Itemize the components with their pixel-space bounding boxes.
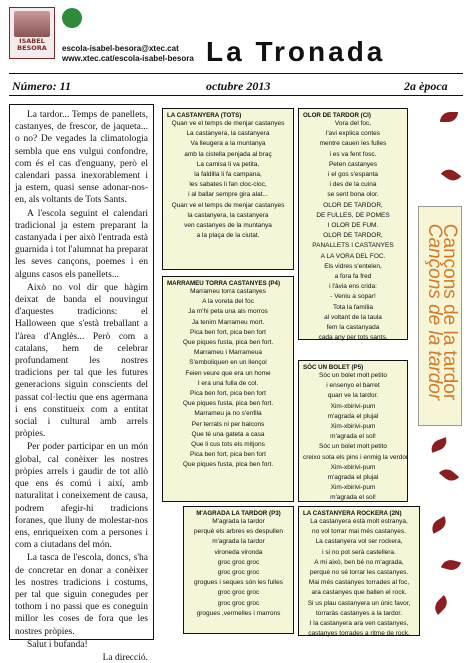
poem-olor [298,108,408,340]
poem-line: la castanyera, la castanyera [187,211,269,219]
poem-title: M'AGRADA LA TARDOR (P3) [196,510,281,517]
poem-line: PANALLETS I CASTANYES [312,242,394,250]
poem-line: creixo sota els pins i enmig la verdor [303,453,409,461]
poem-line: i ensenyo el barret [326,382,380,390]
editorial-article [9,104,154,663]
poem-line: castanyes torrades a ritme de rock. [308,630,410,638]
leaf-icon [439,465,459,484]
poem-bolet [298,360,408,502]
poem-line: A LA VORA DEL FOC. [320,252,386,260]
school-logo [9,7,55,59]
issue-number: Número: 11 [12,79,72,93]
poem-line: Xim-xbirivi-pum [330,423,376,431]
poem-line: DE FULLES, DE POMES [316,211,390,219]
poem-line: groc groc groc [217,558,260,566]
poem-line: groc groc groc [217,589,260,597]
poem-line: cada any per tots sants. [318,334,388,342]
poem-title: OLOR DE TARDOR (CI) [303,112,371,119]
poem-line: Marrameu ja no s'enfila [194,410,262,418]
poem-line: groc groc groc [217,569,260,577]
poem-title: LA CASTANYERA (TOTS) [167,112,242,119]
poem-line: Xim-xbirivi-pum [330,463,376,471]
poem-line: grogues ,vermelles i marrons [196,609,281,617]
poem-line: m'agrada el plujal [327,474,379,482]
poem-line: Que piques fusta, pica ben fort. [182,400,274,408]
poem-line: Els vidres s'entelen, [324,262,382,270]
poem-title: SÓC UN BOLET (P5) [303,364,364,371]
poem-line: Quan ve el temps de menjar castanyes [171,201,285,209]
poem-line: vironeda vironda [214,548,263,556]
poem-line: ven castanyes de la muntanya [184,222,272,230]
leaf-icon [429,516,450,534]
poem-line: Sóc un bolet molt petito [319,443,387,451]
poem-line: Pica ben fort, pica ben fort [190,451,266,459]
article-signature: La direcció. [102,652,148,663]
poem-line: Ja m'hi peta una als morros [188,308,268,316]
leaf-icon [440,112,458,122]
poem-title: LA CASTANYERA ROCKERA (2N) [303,510,402,517]
poem-line: Marrameu i Marrameua [194,349,262,357]
poem-line: I OLOR DE FUM. [327,222,379,230]
poem-line: les sabates li fan cloc-cloc, [189,181,267,189]
poem-line: I la castanyera ara ven castanyes, [309,620,409,628]
poem-line: m'agrada el sol! [330,494,376,502]
poem-line: i des de la cuina [329,181,377,189]
article-paragraph: Això no vol dir que hàgim deixat de banda el nouvingut d'aquestes tradicions: el Halloween que s'està treballant a l'àrea d'Anglès... Però com a catalans, hem de celebrar profundament les nostres tradicions per tal que les futures generacions siguin conscients del passat col·lectiu que ens agermana i ens constitueix com a entitat social i cultural amb arrels pròpies. [15,282,148,440]
poem-line: amb la cistella penjada al braç [184,150,272,158]
poem-line: Pica ben fort, pica ben fort [190,390,266,398]
poem-line: La camisa li va petita, [196,160,260,168]
header-divider [9,73,463,74]
poem-line: al voltant de la taula [324,313,382,321]
poem-line: Si us plau castanyera un únic favor, [307,599,411,607]
poem-line: Tota la família [332,303,374,311]
email-link[interactable]: escola-isabel-besora@xtec.cat [62,44,179,53]
poem-line: La castanyera vol ser rockera, [315,538,403,546]
issue-month: octubre 2013 [206,79,271,93]
article-paragraph: La tardor... Temps de panellets, castanyes, de frescor, de jaqueta... o no? De vegades la climatologia sembla que ens vulgui confondre, com és el cas d'enguany, però el calendari passa inexorablement i ja estem, quasi sense adonar-nos-en, als voltants de Tots Sants. [15,110,148,206]
poem-line: groc groc groc [217,599,260,607]
poem-line: Va lleugera a la muntanya [190,140,266,148]
article-paragraph: Per poder participar en un món global, cal conèixer les nostres pròpies arrels i gaudir de tot allò que ens és comú i així, amb naturalitat i coneixement de causa, podrem afegir-hi tradicions foranes, que lluny de molestar-nos ens, enriqueixen com a persones i com a ciutadans del món. [15,442,148,551]
website-link[interactable]: www.xtec.cat/escola-isabel-besora [62,54,194,63]
poem-line: Que piques fusta, pica ben fort. [182,461,274,469]
songs-banner [418,206,462,426]
poem-line: la faldilla li fa campana, [194,171,262,179]
poem-line: grogues i seques són les fulles [194,579,283,587]
poem-line: Pica ben fort, pica ben fort [190,328,266,336]
poem-line: no vol torrar mai més castanyes. [312,528,406,536]
poem-line: S'emboliquen en un llençol [189,359,267,367]
poem-line: mentre cauen les fulles [319,140,387,148]
poem-line: Per terrats ni per balcons [191,420,265,428]
poem-title: MARRAMEU TORRA CASTANYES (P4) [167,280,281,287]
poem-line: A la voreta del foc [202,298,254,306]
contact-info [62,44,194,64]
poem-line: fem la castanyada [326,324,380,332]
poem-line: - Veniu a sopar! [330,293,376,301]
songs-banner-text: Cançons de la tardor Cançons de la tardor [424,223,460,401]
poem-line: i l'àvia ens crida: [329,283,377,291]
poem-line: Quan ve el temps de menjar castanyes [171,120,285,127]
poem-line: La castanyera està molt estranya, [310,518,408,525]
school-logo-text: ISABEL BESORA [17,37,47,52]
poem-line: La castanyera, la castanyera [186,130,270,138]
poem-line: i el gos s'espanta [327,171,379,179]
poem-line: ara castanyes que ballen el rock. [311,589,407,597]
poem-line: Feien veure que era un home [185,369,271,377]
article-paragraph: La tasca de l'escola, doncs, s'ha de concretar en donar a conèixer les nostres tradicions i costums, per tal que siguin conegudes per tothom i no passi que es coneguin millor les coses de fora que les nostres pròpies. [15,553,148,637]
poem-line: a fora fa fred [334,273,372,281]
poem-magrada [183,506,294,634]
eco-school-icon [62,8,82,28]
poem-line: OLOR DE TARDOR, [323,232,383,240]
poem-line: A mi això, ben bé no m'agrada, [314,558,404,566]
poem-line: i al ballar sempre gira alat... [188,191,268,199]
poem-line: Xim-xbirivi-pum [330,484,376,492]
article-paragraph: Salut i bufanda! [27,639,88,650]
poem-line: torraràs castanyes a la tardor. [316,609,402,617]
poem-line: quan ve la tardor. [327,392,379,400]
poem-line: perquè no sé torrar les castanyes. [309,569,409,577]
poem-castanyera [162,108,294,270]
poem-line: OLOR DE TARDOR, [323,201,383,209]
article-paragraph: A l'escola seguint el calendari tradicional ja estem preparant la castanyada i per això l'entrada està guarnida i tot l'alumnat ha preparat les seves cançons, poemes i en alguns casos els panellets... [15,208,148,280]
poem-line: se sent bona olor. [327,191,379,199]
poem-line: m'agrada el sol! [330,433,376,441]
school-logo-image [14,11,50,37]
poem-line: m'agrada el plujal [327,412,379,420]
poem-line: Ja tenim Marrameu mort. [191,318,265,326]
poem-rockera [298,506,420,636]
issue-epoch: 2a època [404,79,448,93]
poem-line: Que li cus tots els mitjons [191,441,265,449]
poem-marrameu [162,276,294,502]
newsletter-title: La Tronada [206,36,386,67]
poem-line: l'avi explica contes [326,130,380,138]
leaf-icon [431,595,451,615]
poem-line: Mai més castanyes torrades al foc, [308,579,410,587]
leaf-icon [429,437,449,453]
poem-line: i es va fent fosc. [329,150,377,158]
poem-line: i si no pot serà castellera. [322,548,396,556]
poem-line: m'agrada la tardor [212,538,265,546]
poem-line: perquè els arbres es despullen [194,528,283,536]
leaf-icon [441,166,461,185]
leaf-icon [441,558,461,572]
poem-line: Sóc un bolet molt petito [319,372,387,379]
poem-line: Xim-xbirivi-pum [330,402,376,410]
meta-divider [9,95,463,96]
poem-line: Vora del foc, [334,120,372,127]
poem-line: Marrameu torra castanyes [190,288,266,295]
poem-line: Que piques fusta, pica ben fort. [182,339,274,347]
poem-line: Peten castanyes [328,160,378,168]
poem-line: Que té una gateta a casa [191,430,265,438]
poem-line: I era una fulla de col. [197,379,259,387]
poem-line: M'agrada la tardor [212,518,265,525]
poem-line: a la plaça de la ciutat. [196,232,260,240]
